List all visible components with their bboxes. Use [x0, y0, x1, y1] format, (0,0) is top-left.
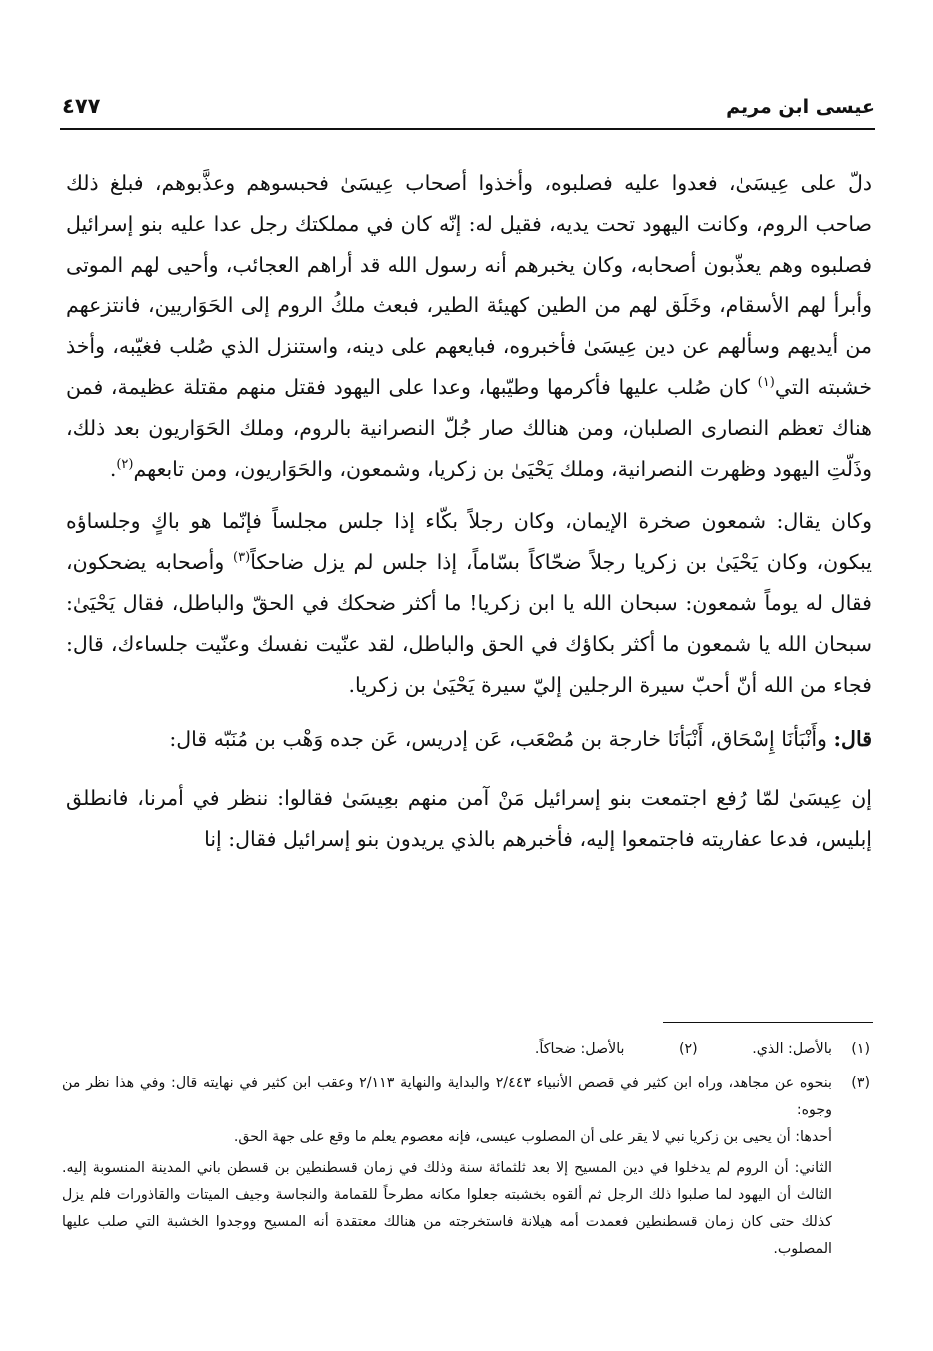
footnote-1-text: بالأصل: الذي.	[752, 1041, 832, 1057]
paragraph-1-text: دلّ على عِيسَىٰ، فعدوا عليه فصلبوه، وأخذوا أصحاب عِيسَىٰ فحبسوهم وعذَّبوهم، فبلغ ذلك صاحب الروم، وكانت اليهود تحت يديه، فقيل له: إنّه كان في مملكتك رجل عدا عليه بنو إسرائيل فصلبوه وهم يعذّبون أصحابه، وكان يخبرهم أنه رسول الله قد أراهم العجائب، وأحيى لهم الموتى وأبرأ لهم الأسقام، وخَلَق لهم من الطين كهيئة الطير، فبعث ملكُ الروم إلى الحَوَاريين، فانتزعهم من أيديهم وسألهم عن دين عِيسَىٰ فأخبروه، فبايعهم على دينه، واستنزل الذي صُلب فغيّبه، وأخذ خشبته التي	[66, 171, 872, 399]
paragraph-1-end: .	[109, 456, 117, 481]
footnote-3	[62, 1070, 870, 1124]
paragraph-2-text-cont: وأصحابه يضحكون، فقال له يوماً شمعون: سبحان الله يا ابن زكريا! ما أكثر ضحكك في الحقّ والباطل، فقال يَحْيَىٰ: سبحان الله يا شمعون ما أكثر بكاؤك في الحق والباطل، لقد عنّيت نفسك وعنّيت جلساءك، قال: فجاء من الله أنّ أحبّ سيرة الرجلين إليّ سيرة يَحْيَىٰ بن زكريا.	[66, 550, 872, 697]
footnote-1-2	[62, 1036, 870, 1063]
paragraph-1	[66, 163, 872, 489]
paragraph-2-text: وكان يقال: شمعون صخرة الإيمان، وكان رجلاً بكّاء إذا جلس مجلساً فإنّما هو باكٍ وجلساؤه يبكون، وكان يَحْيَىٰ بن زكريا رجلاً ضحّاكاً بسّاماً، إذا جلس لم يزل ضاحكاً	[66, 509, 872, 575]
paragraph-4-text: إن عِيسَىٰ لمّا رُفع اجتمعت بنو إسرائيل مَنْ آمن منهم بعِيسَىٰ فقالوا: ننظر في أمرنا، فانطلق إبليس، فدعا عفاريته فاجتمعوا إليه، فأخبرهم بالذي يريدون بنو إسرائيل فقال: إنا	[66, 786, 872, 851]
footnote-separator	[663, 1022, 873, 1023]
footnote-1-number: (١)	[851, 1041, 870, 1057]
footnote-2-number: (٢)	[678, 1041, 698, 1057]
footnote-ref-3: (٣)	[233, 550, 251, 566]
main-text	[66, 163, 872, 860]
paragraph-2	[66, 501, 872, 705]
paragraph-4	[66, 778, 872, 860]
footnotes	[62, 1036, 870, 1263]
running-title: عيسى ابن مريم	[726, 96, 875, 118]
footnote-ref-2: (٢)	[116, 456, 134, 472]
page-number: ٤٧٧	[62, 94, 101, 118]
footnote-2-text: بالأصل: ضحاكاً.	[534, 1041, 625, 1057]
isnad-paragraph	[66, 719, 872, 760]
page-header	[60, 88, 875, 130]
footnote-3-number: (٣)	[851, 1075, 870, 1091]
footnote-3-first-point: أحدها: أن يحيى بن زكريا نبي لا يقر على أن المصلوب عيسى، فإنه معصوم يعلم ما وقع على جهة الحق.	[233, 1129, 832, 1145]
footnote-ref-1: (١)	[757, 375, 775, 391]
paragraph-1-text-cont: كان صُلب عليها فأكرمها وطيّبها، وعدا على اليهود فقتل منهم مقتلة عظيمة، فمن هناك تعظم النصارى الصلبان، ومن هنالك صار جُلّ النصرانية بالروم، وملك الحَوَاريون بعد ذلك، وذَلّتِ اليهود وظهرت النصرانية، وملك يَحْيَىٰ بن زكريا، وشمعون، والحَوَاريون، ومن تابعهم	[66, 374, 872, 481]
isnad-lead: قال:	[833, 727, 872, 752]
isnad-text: وأَنْبَأنَا إِسْحَاق، أَنْبَأنَا خارجة بن مُصْعَب، عَن إدريس، عَن جده وَهْب بن مُنَبّه قال:	[169, 727, 834, 752]
footnote-3-second-point: الثاني: أن الروم لم يدخلوا في دين المسيح إلا بعد ثلثمائة سنة وذلك في زمان قسطنطين بن قسطن باني المدينة المنسوبة إليه. الثالث أن اليهود لما صلبوا ذلك الرجل ثم ألقوه بخشبته جعلوا مكانه مطرحاً للقمامة والنجاسة وجيف الميتات والقاذورات فلم يزل كذلك حتى كان زمان قسطنطين فعمدت أمه هيلانة فاستخرجته من هنالك معتقدة أنه المسيح ووجدوا الخشبة التي صلب عليها المصلوب.	[62, 1160, 832, 1257]
footnote-3-text: بنحوه عن مجاهد، وراه ابن كثير في قصص الأنبياء ٢/٤٤٣ والبداية والنهاية ٢/١١٣ وعقب ابن كثير في نهايته قال: وفي هذا نظر من وجوه:	[62, 1075, 832, 1118]
